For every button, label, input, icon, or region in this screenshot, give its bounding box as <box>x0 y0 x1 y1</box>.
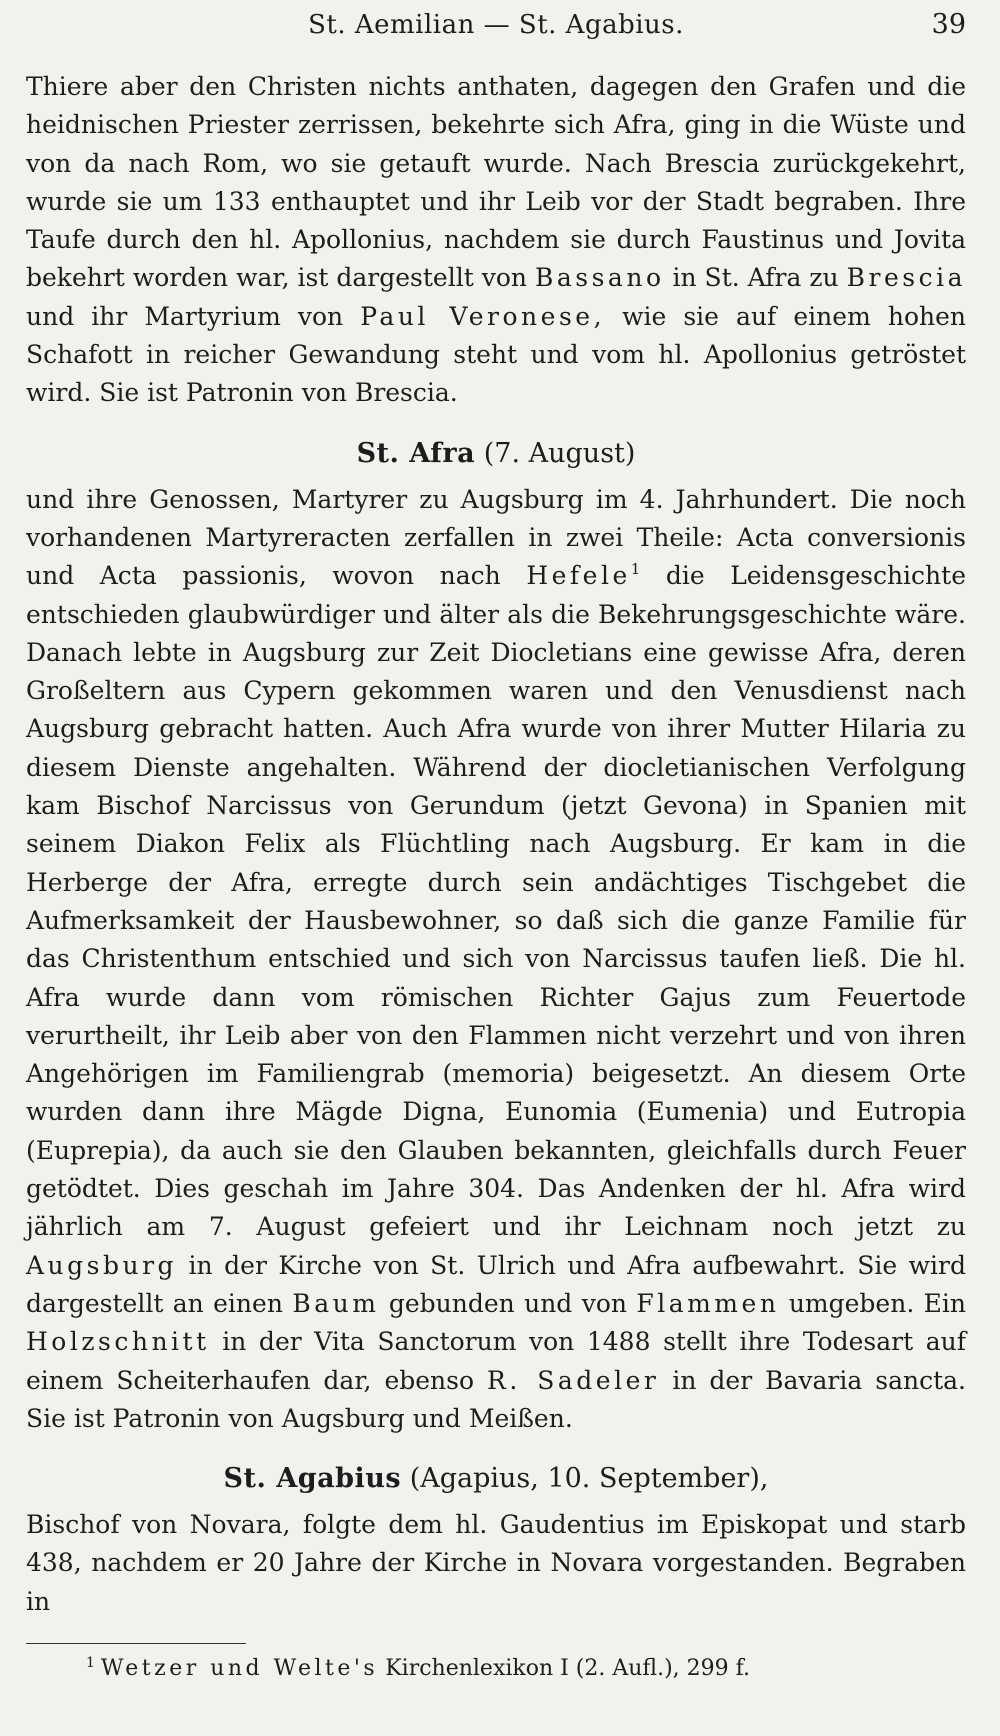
text-run: umgeben. Ein <box>788 1288 966 1318</box>
spaced-word-holzschnitt: Holzschnitt <box>26 1327 210 1357</box>
text-run: in der Bavaria sancta. Sie ist Patronin von Augsburg und Meißen. <box>26 1365 966 1433</box>
footnote-text: Kirchenlexikon I (2. Aufl.), 299 f. <box>385 1655 751 1681</box>
spaced-name-veronese: Paul Veronese, <box>360 301 606 331</box>
spaced-name-sadeler: R. Sadeler <box>487 1365 660 1395</box>
heading-saint-name: St. Agabius <box>223 1463 402 1495</box>
text-run: und ihre Genossen, Martyrer zu Augsburg im 4. Jahrhundert. Die noch vorhandenen Martyreracten zerfallen in zwei Theile: Acta conversionis und Acta passionis, wovon nach <box>26 484 966 591</box>
footnote-reference[interactable]: 1 <box>630 560 641 579</box>
spaced-word-flammen: Flammen <box>636 1288 780 1318</box>
heading-feast-date: (7. August) <box>483 437 636 469</box>
paragraph-afra-brescia <box>26 68 966 413</box>
spaced-word-baum: Baum <box>292 1288 380 1318</box>
section-heading-afra <box>26 435 966 473</box>
footnote <box>26 1654 966 1684</box>
text-run: wie sie auf einem hohen Schafott in reicher Gewandung steht und vom hl. Apollonius getröstet wird. Sie ist Patronin von Brescia. <box>26 301 966 408</box>
footnote-marker: 1 <box>86 1654 95 1671</box>
footnote-author: Wetzer und Welte's <box>100 1655 379 1681</box>
heading-saint-name: St. Afra <box>356 437 476 469</box>
spaced-name-hefele: Hefele <box>526 561 631 591</box>
paragraph-agabius: Bischof von Novara, folgte dem hl. Gaudentius im Episkopat und starb 438, nachdem er 20 Jahre der Kirche in Novara vorgestanden. Begraben in <box>26 1510 966 1616</box>
heading-feast-date: (Agapius, 10. September), <box>409 1463 769 1495</box>
text-run: Thiere aber den Christen nichts anthaten, dagegen den Grafen und die heidnischen Priester zerrissen, bekehrte sich Afra, ging in die Wüste und von da nach Rom, wo sie getauft wurde. Nach Brescia zurückgekehrt, wurde sie um 133 enthauptet und ihr Leib vor der Stadt begraben. Ihre Taufe durch den hl. Apollonius, nachdem sie durch Faustinus und Jovita bekehrt worden war, ist dargestellt von <box>26 72 966 293</box>
text-run: gebunden und von <box>388 1288 627 1318</box>
text-run: in der Vita Sanctorum von 1488 stellt ihre Todesart auf einem Scheiterhaufen dar, ebenso <box>26 1327 966 1395</box>
running-head <box>26 0 966 50</box>
text-run: und ihr Martyrium von <box>26 301 344 331</box>
spaced-name-augsburg: Augsburg <box>26 1250 178 1280</box>
spaced-name-brescia: Brescia <box>846 263 966 293</box>
spaced-name-bassano: Bassano <box>535 263 665 293</box>
page-number: 39 <box>931 9 966 40</box>
footnote-divider <box>26 1643 246 1644</box>
paragraph-afra-augsburg <box>26 481 966 1438</box>
text-run: in der Kirche von St. Ulrich und Afra aufbewahrt. Sie wird dargestellt an einen <box>26 1250 966 1318</box>
section-heading-agabius <box>26 1460 966 1498</box>
running-head-title: St. Aemilian — St. Agabius. <box>308 10 684 40</box>
text-run: in St. Afra zu <box>672 263 839 293</box>
text-run: die Leidensgeschichte entschieden glaubwürdiger und älter als die Bekehrungsgeschichte wäre. Danach lebte in Augsburg zur Zeit Diocletians eine gewisse Afra, deren Großeltern aus Cypern gekommen waren und den Venusdienst nach Augsburg gebracht hatten. Auch Afra wurde von ihrer Mutter Hilaria zu diesem Dienste angehalten. Während der diocletianischen Verfolgung kam Bischof Narcissus von Gerundum (jetzt Gevona) in Spanien mit seinem Diakon Felix als Flüchtling nach Augsburg. Er kam in die Herberge der Afra, erregte durch sein andächtiges Tischgebet die Aufmerksamkeit der Hausbewohner, so daß sich die ganze Familie für das Christenthum entschied und sich von Narcissus taufen ließ. Die hl. Afra wurde dann vom römischen Richter Gajus zum Feuertode verurtheilt, ihr Leib aber von den Flammen nicht verzehrt und von ihren Angehörigen im Familiengrab (memoria) beigesetzt. An diesem Orte wurden dann ihre Mägde Digna, Eunomia (Eumenia) und Eutropia (Euprepia), da auch sie den Glauben bekannten, gleichfalls durch Feuer getödtet. Dies geschah im Jahre 304. Das Andenken der hl. Afra wird jährlich am 7. August gefeiert und ihr Leichnam noch jetzt zu <box>26 561 966 1242</box>
